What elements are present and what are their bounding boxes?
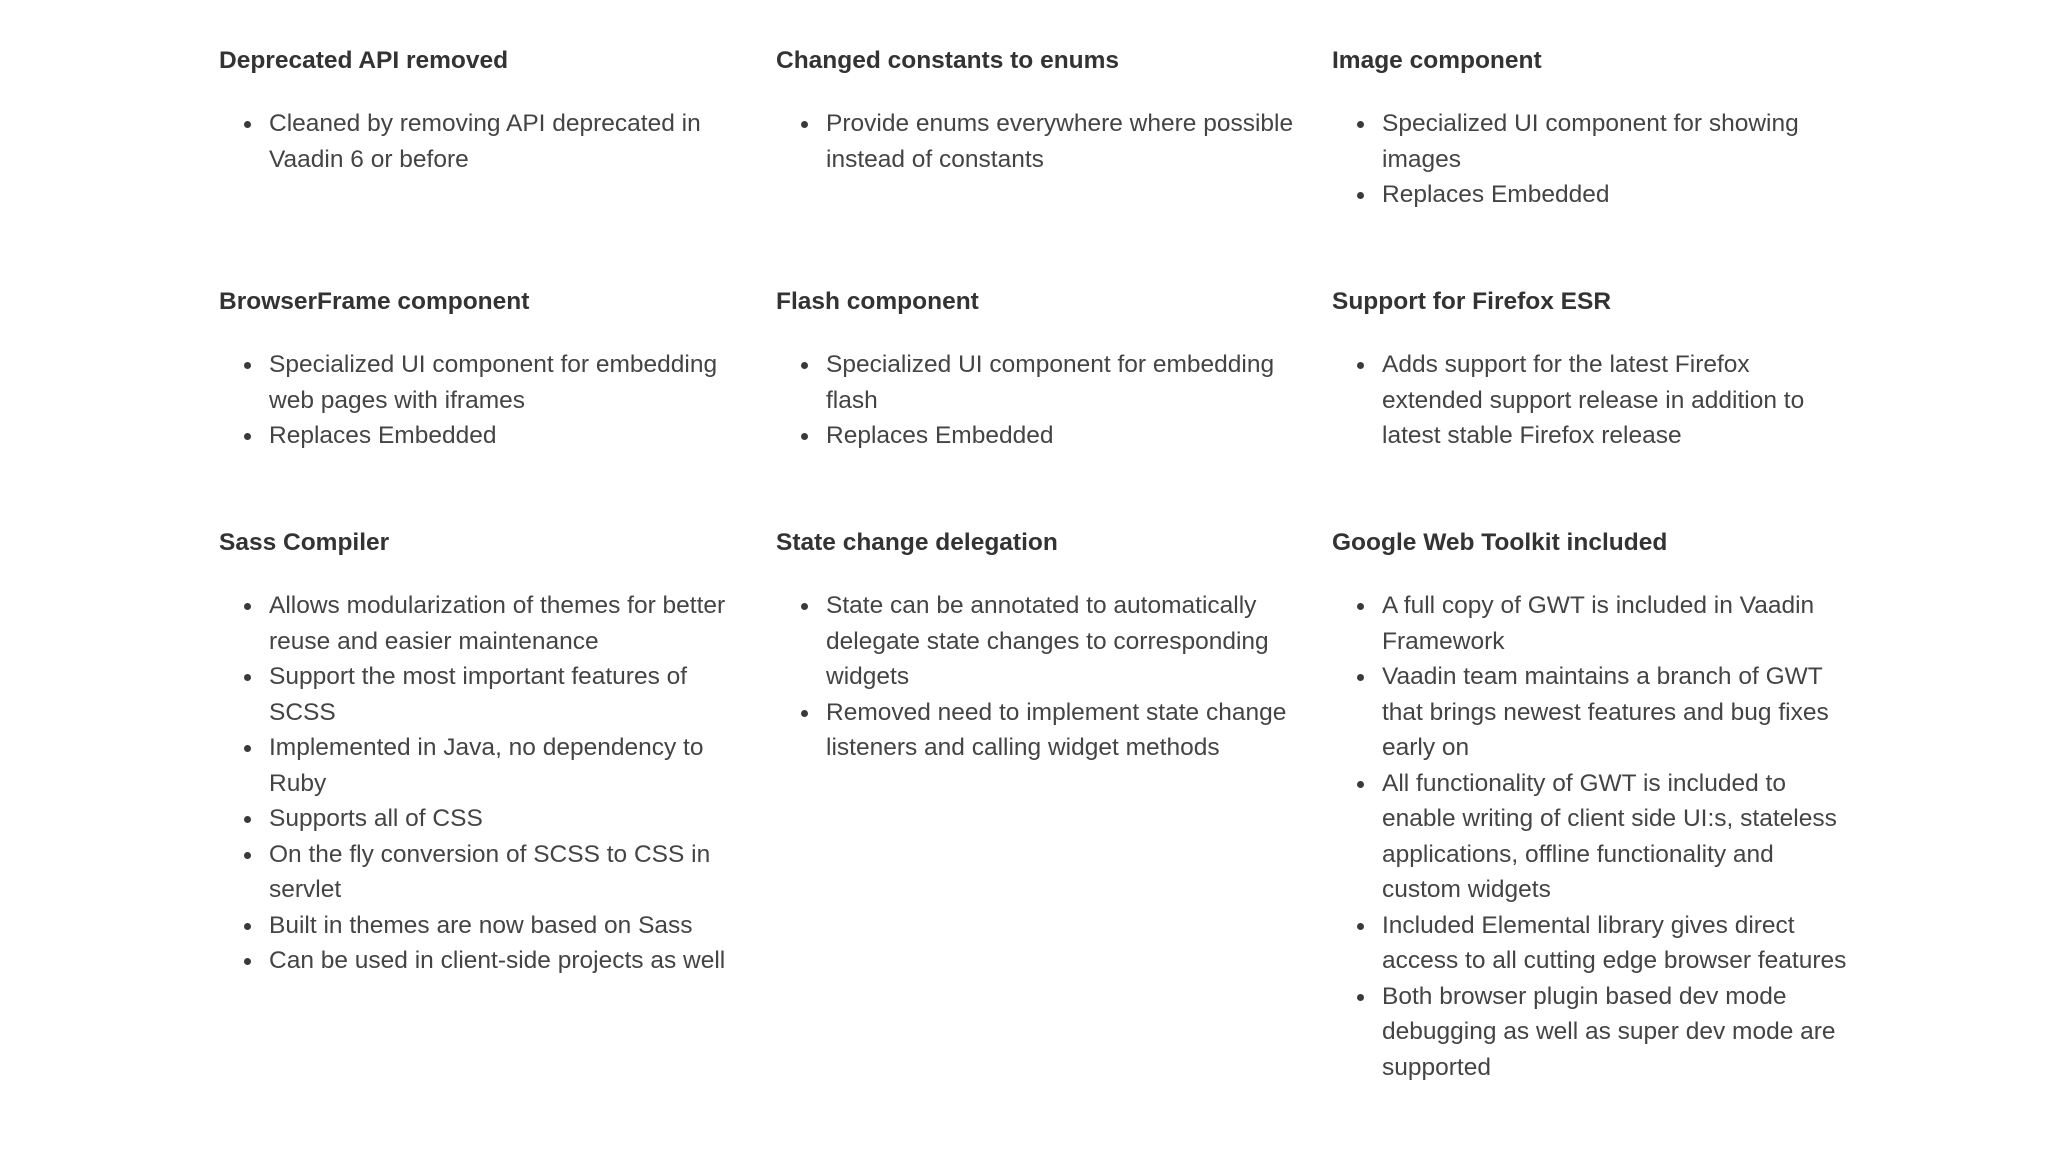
feature-image-component [1332,46,1852,213]
feature-google-web-toolkit-included [1332,528,1852,1085]
feature-list [776,106,1296,177]
list-item: Implemented in Java, no dependency to Ruby [269,730,739,801]
feature-browserframe-component [219,287,739,454]
list-item: Removed need to implement state change listeners and calling widget methods [826,695,1296,766]
list-item: Support the most important features of SCSS [269,659,739,730]
list-item: Adds support for the latest Firefox extended support release in addition to latest stable Firefox release [1382,347,1852,454]
feature-list [219,106,739,177]
feature-title: Deprecated API removed [219,47,509,74]
feature-title: Google Web Toolkit included [1332,529,1668,556]
feature-title: Flash component [776,288,979,315]
list-item: Specialized UI component for embedding web pages with iframes [269,347,739,418]
list-item: Included Elemental library gives direct access to all cutting edge browser features [1382,908,1852,979]
feature-title: Support for Firefox ESR [1332,288,1612,315]
feature-list [776,347,1296,454]
feature-list [1332,588,1852,1085]
list-item: Specialized UI component for embedding flash [826,347,1296,418]
feature-list [1332,106,1852,213]
list-item: Replaces Embedded [269,418,739,454]
list-item: Supports all of CSS [269,801,739,837]
list-item: Cleaned by removing API deprecated in Vaadin 6 or before [269,106,739,177]
feature-title: State change delegation [776,529,1058,556]
feature-list [1332,347,1852,454]
feature-support-for-firefox-esr [1332,287,1852,454]
feature-title: Changed constants to enums [776,47,1120,74]
list-item: Allows modularization of themes for better reuse and easier maintenance [269,588,739,659]
list-item: Both browser plugin based dev mode debugging as well as super dev mode are supported [1382,979,1852,1086]
feature-title: BrowserFrame component [219,288,530,315]
feature-deprecated-api-removed [219,46,739,177]
list-item: A full copy of GWT is included in Vaadin Framework [1382,588,1852,659]
list-item: Provide enums everywhere where possible instead of constants [826,106,1296,177]
list-item: All functionality of GWT is included to enable writing of client side UI:s, stateless applications, offline functionality and custom widgets [1382,766,1852,908]
feature-state-change-delegation [776,528,1296,766]
list-item: Replaces Embedded [826,418,1296,454]
list-item: Can be used in client-side projects as well [269,943,739,979]
feature-flash-component [776,287,1296,454]
feature-changed-constants-to-enums [776,46,1296,177]
list-item: On the fly conversion of SCSS to CSS in servlet [269,837,739,908]
feature-title: Image component [1332,47,1542,74]
list-item: Replaces Embedded [1382,177,1852,213]
list-item: Specialized UI component for showing images [1382,106,1852,177]
feature-sass-compiler [219,528,739,979]
feature-list [219,347,739,454]
list-item: Built in themes are now based on Sass [269,908,739,944]
feature-list [219,588,739,979]
list-item: State can be annotated to automatically delegate state changes to corresponding widgets [826,588,1296,695]
feature-list [776,588,1296,766]
list-item: Vaadin team maintains a branch of GWT that brings newest features and bug fixes early on [1382,659,1852,766]
feature-title: Sass Compiler [219,529,390,556]
